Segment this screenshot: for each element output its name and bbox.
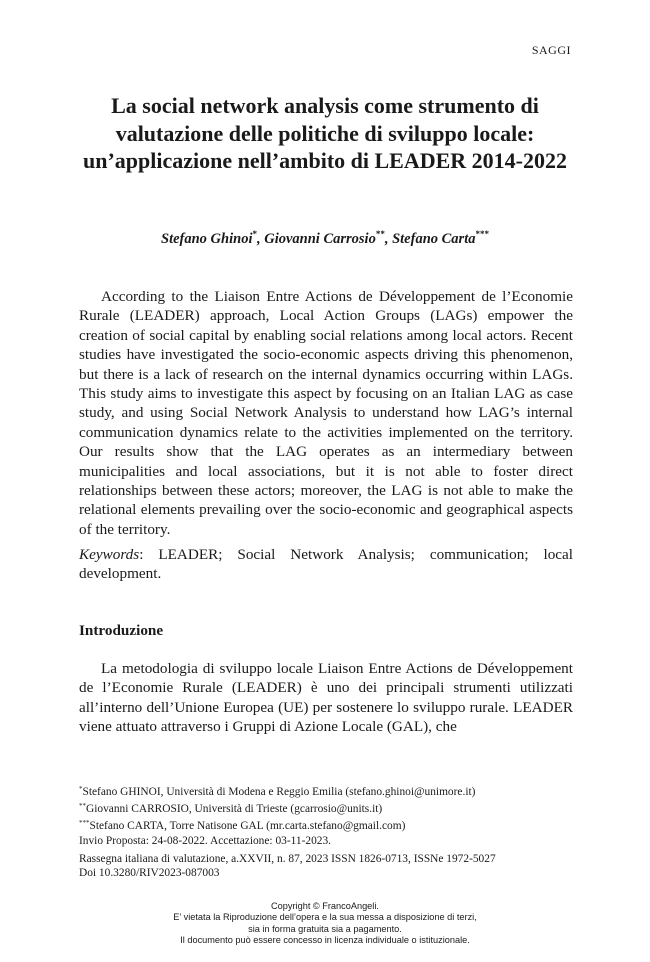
abstract: According to the Liaison Entre Actions de Développement de l’Economie Rurale (LEADER) approach, Local Action Groups (LAGs) empower the creation of social capital by enabling social relations among local actors. Recent studies have investigated the socio-economic aspects driving this phenomenon, but there is a lack of research on the internal dynamics occurring within LAGs. This study aims to investigate this aspect by focusing on an Italian LAG as case study, and using Social Network Analysis to understand how LAG’s internal communication dynamics relate to the activities implemented on the territory. Our results show that the LAG operates as an intermediary between municipalities and local associations, but it is not able to foster direct relationships between these actors; moreover, the LAG is not able to make the relational elements prevailing over the socio-economic and geographical aspects of the territory. <box>79 288 573 538</box>
copyright-line: sia in forma gratuita sia a pagamento. <box>248 923 402 934</box>
author-footnote-mark: ** <box>375 229 385 239</box>
journal-issue: Rassegna italiana di valutazione, a.XXVII, n. 87, 2023 ISSN 1826-0713, ISSNe 1972-5027 <box>79 853 496 865</box>
footnote <box>79 816 579 833</box>
copyright-notice <box>0 901 650 947</box>
intro-paragraph: La metodologia di sviluppo locale Liaison Entre Actions de Développement de l’Economie Rurale (LEADER) è uno dei principali strumenti utilizzati all’interno dell’Unione Europea (UE) per sostenere lo sviluppo rurale. LEADER viene attuato attraverso i Gruppi di Azione Locale (GAL), che <box>79 660 573 736</box>
author-list: Stefano Ghinoi*, Giovanni Carrosio**, Stefano Carta*** <box>161 229 489 247</box>
footnote-text: Stefano GHINOI, Università di Modena e Reggio Emilia (stefano.ghinoi@unimore.it) <box>82 786 476 798</box>
section-heading: Introduzione <box>79 622 164 639</box>
footnote-mark: * <box>79 785 83 793</box>
doi: Doi 10.3280/RIV2023-087003 <box>79 867 220 880</box>
article-title: La social network analysis come strumento di valutazione delle politiche di sviluppo locale: un’applicazione nell’ambito di LEADER 2014-2022 <box>82 93 568 173</box>
author-name: Stefano Ghinoi <box>161 231 253 247</box>
keywords-label: Keywords <box>79 546 140 563</box>
submission-dates: Invio Proposta: 24-08-2022. Accettazione: 03-11-2023. <box>79 834 332 847</box>
author-footnote-mark: *** <box>475 229 489 239</box>
footnotes <box>79 782 579 848</box>
author-name: Stefano Carta <box>392 231 476 247</box>
keywords-text: LEADER; Social Network Analysis; communication; local development. <box>79 546 573 583</box>
footnote <box>79 782 579 799</box>
author-footnote-mark: * <box>252 229 257 239</box>
journal-citation <box>79 852 579 880</box>
copyright-line: Il documento può essere concesso in licenza individuale o istituzionale. <box>180 935 470 946</box>
footnote-mark: ** <box>79 802 86 811</box>
footnote-text: Stefano CARTA, Torre Natisone GAL (mr.carta.stefano@gmail.com) <box>89 820 406 833</box>
author-name: Giovanni Carrosio <box>264 231 376 247</box>
footnote-text: Giovanni CARROSIO, Università di Trieste (gcarrosio@units.it) <box>86 803 383 816</box>
keywords: Keywords: LEADER; Social Network Analysis; communication; local development. <box>79 546 573 583</box>
copyright-line: E’ vietata la Riproduzione dell’opera e la sua messa a disposizione di terzi, <box>173 912 477 923</box>
footnote-mark: *** <box>79 819 90 828</box>
footnote <box>79 799 579 816</box>
copyright-line: Copyright © FrancoAngeli. <box>271 901 379 911</box>
section-label: SAGGI <box>531 43 571 57</box>
